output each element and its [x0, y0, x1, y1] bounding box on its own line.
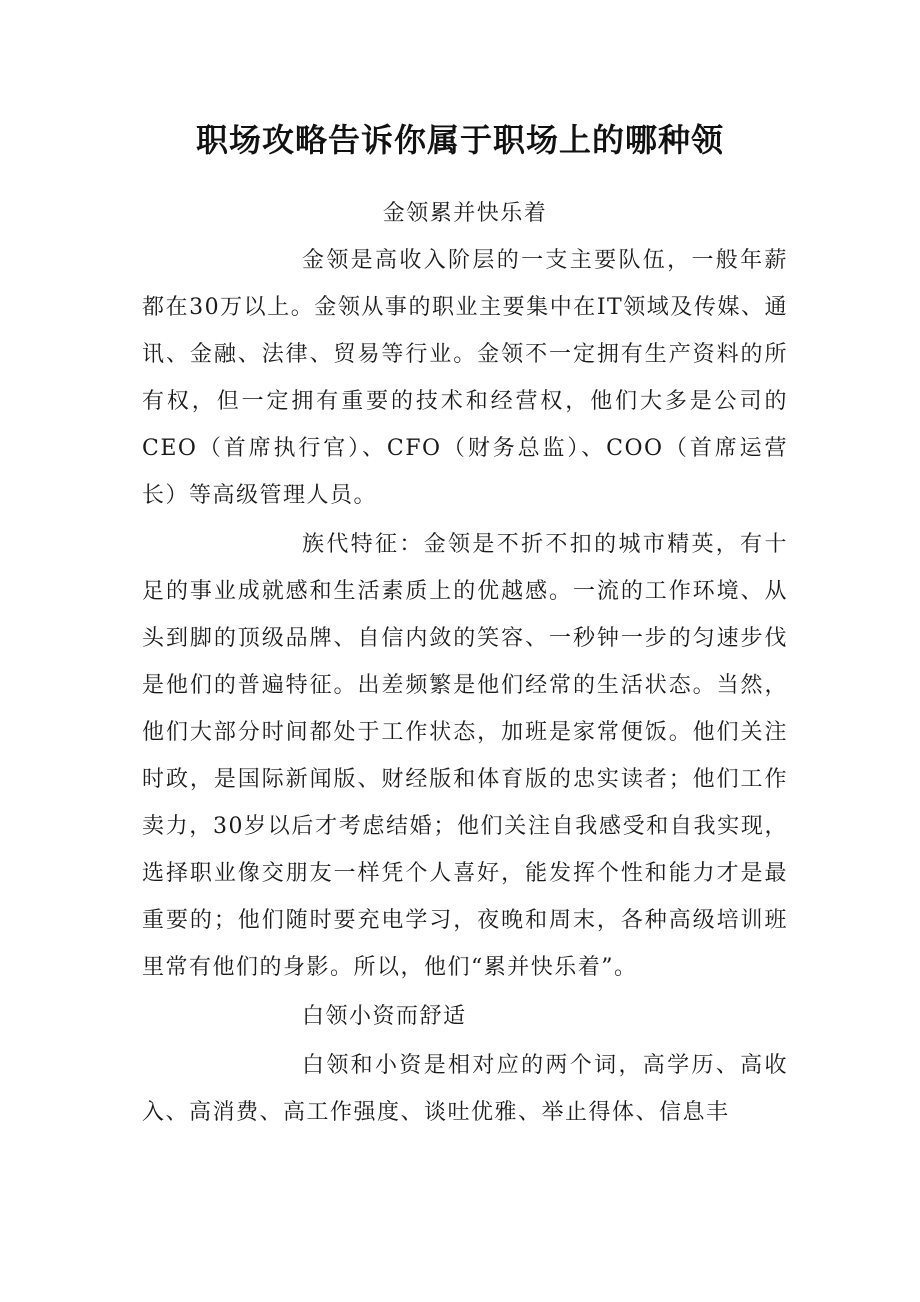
paragraph-white-collar-intro: 白领和小资是相对应的两个词，高学历、高收入、高消费、高工作强度、谈吐优雅、举止得体、信息丰 [142, 1053, 788, 1125]
paragraph-gold-collar-intro: 金领是高收入阶层的一支主要队伍，一般年薪都在30万以上。金领从事的职业主要集中在IT领域及传媒、通讯、金融、法律、贸易等行业。金领不一定拥有生产资料的所有权，但一定拥有重要的技术和经营权，他们大多是公司的CEO（首席执行官）、CFO（财务总监）、COO（首席运营长）等高级管理人员。 [142, 248, 788, 508]
document-title: 职场攻略告诉你属于职场上的哪种领 [195, 121, 724, 159]
section-heading-white-collar: 白领小资而舒适 [302, 1004, 467, 1029]
paragraph-gold-collar-traits: 族代特征：金领是不折不扣的城市精英，有十足的事业成就感和生活素质上的优越感。一流的工作环境、从头到脚的顶级品牌、自信内敛的笑容、一秒钟一步的匀速步伐是他们的普遍特征。出差频繁是他们经常的生活状态。当然，他们大部分时间都处于工作状态，加班是家常便饭。他们关注时政，是国际新闻版、财经版和体育版的忠实读者；他们工作卖力，30岁以后才考虑结婚；他们关注自我感受和自我实现，选择职业像交朋友一样凭个人喜好，能发挥个性和能力才是最重要的；他们随时要充电学习，夜晚和周末，各种高级培训班里常有他们的身影。所以，他们“累并快乐着”。 [142, 532, 788, 980]
section-heading-gold-collar: 金领累并快乐着 [382, 201, 548, 226]
document-body [142, 190, 788, 1136]
